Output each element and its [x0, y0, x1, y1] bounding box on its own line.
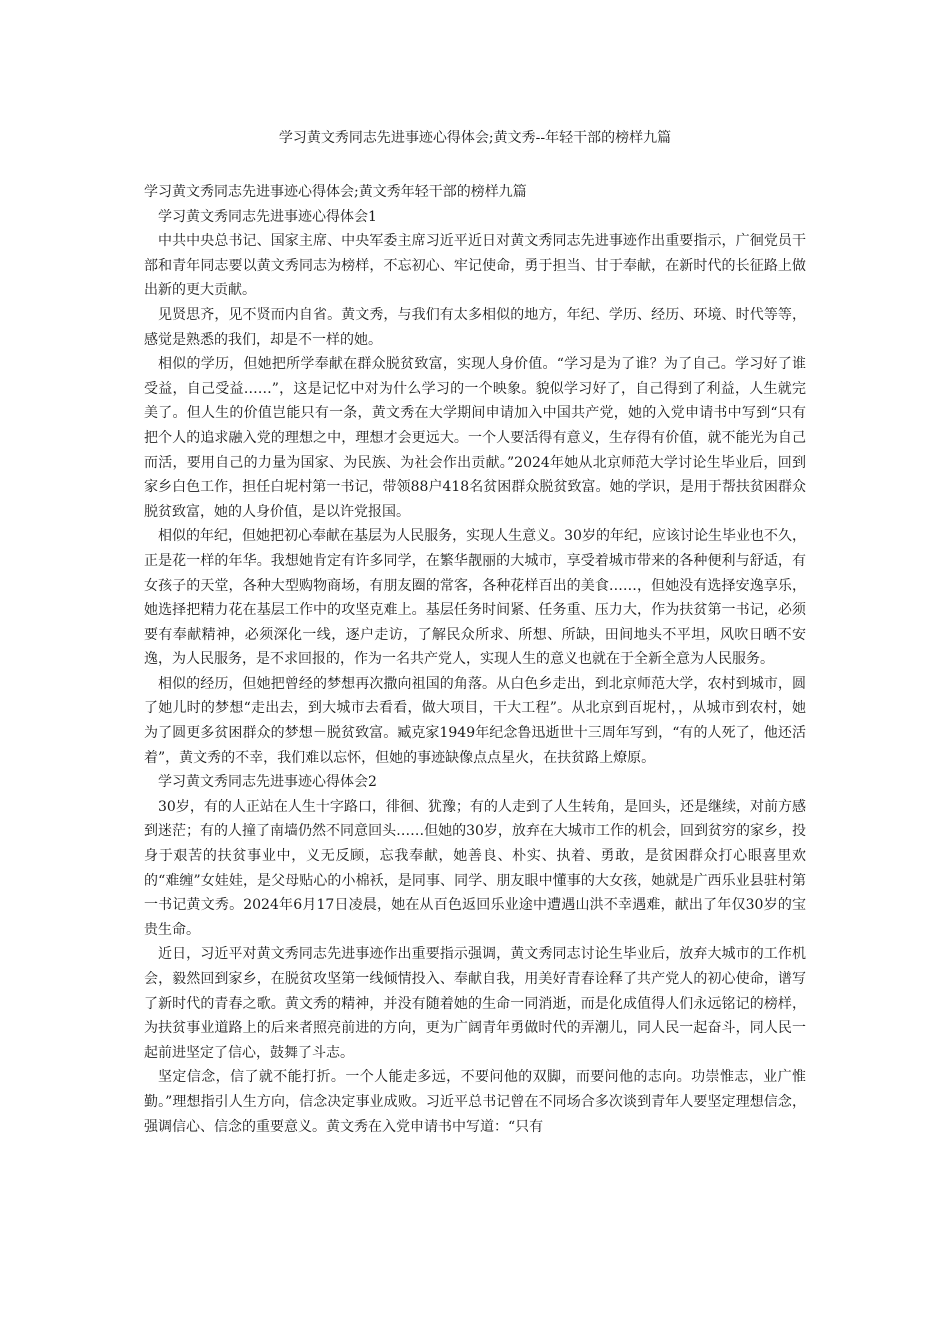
paragraph-1: 中共中央总书记、国家主席、中央军委主席习近平近日对黄文秀同志先进事迹作出重要指示，广徊党员干部和青年同志要以黄文秀同志为榜样，不忘初心、牢记使命，勇于担当、甘于奉献，在新时代的长征路上做出新的更大贡献。	[144, 233, 806, 299]
section-heading-2: 学习黄文秀同志先进事迹心得体会2	[158, 774, 377, 791]
document-body	[144, 180, 806, 1139]
paragraph-4: 相似的年纪，但她把初心奉献在基层为人民服务，实现人生意义。30岁的年纪，应该讨论生毕业也不久，正是花一样的年华。我想她肯定有许多同学，在繁华靓丽的大城市，享受着城市带来的各种便利与舒适，有女孩子的天堂，各种大型购物商场，有朋友圈的常客，各种花样百出的美食……，但她没有选择安逸享乐，她选择把精力花在基层工作中的攻坚克难上。基层任务时间紧、任务重、压力大，作为扶贫第一书记，必须要有奉献精神，必须深化一线，逐户走访，了解民众所求、所想、所缺，田间地头不平坦，风吹日晒不安逸，为人民服务，是不求回报的，作为一名共产党人，实现人生的意义也就在于全新全意为人民服务。	[144, 528, 806, 668]
paragraph-2: 见贤思齐，见不贤而内自省。黄文秀，与我们有太多相似的地方，年纪、学历、经历、环境、时代等等，感觉是熟悉的我们，却是不一样的她。	[144, 306, 806, 348]
section-heading-1: 学习黄文秀同志先进事迹心得体会1	[158, 208, 377, 225]
paragraph-3: 相似的学历，但她把所学奉献在群众脱贫致富，实现人身价值。“学习是为了谁？为了自己。学习好了谁受益，自己受益……”，这是记忆中对为什么学习的一个映象。貌似学习好了，自己得到了利益，人生就完美了。但人生的价值岂能只有一条，黄文秀在大学期间申请加入中国共产党，她的入党申请书中写到“只有把个人的追求融入党的理想之中，理想才会更远大。一个人要活得有意义，生存得有价值，就不能光为自己而活，要用自己的力量为国家、为民族、为社会作出贡献。”2024年她从北京师范大学讨论生毕业后，回到家乡白色工作，担任白坭村第一书记，带领88户418名贫困群众脱贫致富。她的学识，是用于帮扶贫困群众脱贫致富，她的人身价值，是以许党报国。	[144, 356, 806, 520]
paragraph-8: 坚定信念，信了就不能打折。一个人能走多远，不要问他的双脚，而要问他的志向。功崇惟志，业广惟勤。”理想指引人生方向，信念决定事业成败。习近平总书记曾在不同场合多次谈到青年人要坚定理想信念，强调信心、信念的重要意义。黄文秀在入党申请书中写道：“只有	[144, 1069, 806, 1135]
document-subtitle: 学习黄文秀同志先进事迹心得体会;黄文秀年轻干部的榜样九篇	[144, 184, 527, 200]
paragraph-5: 相似的经历，但她把曾经的梦想再次撒向祖国的角落。从白色乡走出，到北京师范大学，农村到城市，圆了她儿时的梦想“走出去，到大城市去看看，做大项目，干大工程”。从北京到百坭村，，从城市到农村，她为了圆更多贫困群众的梦想－脱贫致富。臧克家1949年纪念鲁迅逝世十三周年写到，“有的人死了，他还活着”，黄文秀的不幸，我们难以忘怀，但她的事迹缺像点点星火，在扶贫路上燎原。	[144, 675, 806, 766]
paragraph-6: 30岁，有的人正站在人生十字路口，徘徊、犹豫；有的人走到了人生转角，是回头，还是继续，对前方感到迷茫；有的人撞了南墙仍然不同意回头……但她的30岁，放弃在大城市工作的机会，回到贫穷的家乡，投身于艰苦的扶贫事业中，义无反顾，忘我奉献，她善良、朴实、执着、勇敢，是贫困群众打心眼喜里欢的“难缠”女娃娃，是父母贴心的小棉袄，是同事、同学、朋友眼中懂事的大女孩，她就是广西乐业县驻村第一书记黄文秀。2024年6月17日凌晨，她在从百色返回乐业途中遭遇山洪不幸遇难，献出了年仅30岁的宝贵生命。	[144, 798, 806, 938]
document-title: 学习黄文秀同志先进事迹心得体会;黄文秀--年轻干部的榜样九篇	[278, 130, 672, 146]
paragraph-7: 近日，习近平对黄文秀同志先进事迹作出重要指示强调，黄文秀同志讨论生毕业后，放弃大城市的工作机会，毅然回到家乡，在脱贫攻坚第一线倾情投入、奉献自我，用美好青春诠释了共产党人的初心使命，谱写了新时代的青春之歌。黄文秀的精神，并没有随着她的生命一同消逝，而是化成值得人们永远铭记的榜样，为扶贫事业道路上的后来者照亮前进的方向，更为广阔青年勇做时代的弄潮儿，同人民一起奋斗，同人民一起前进坚定了信心，鼓舞了斗志。	[144, 946, 806, 1061]
